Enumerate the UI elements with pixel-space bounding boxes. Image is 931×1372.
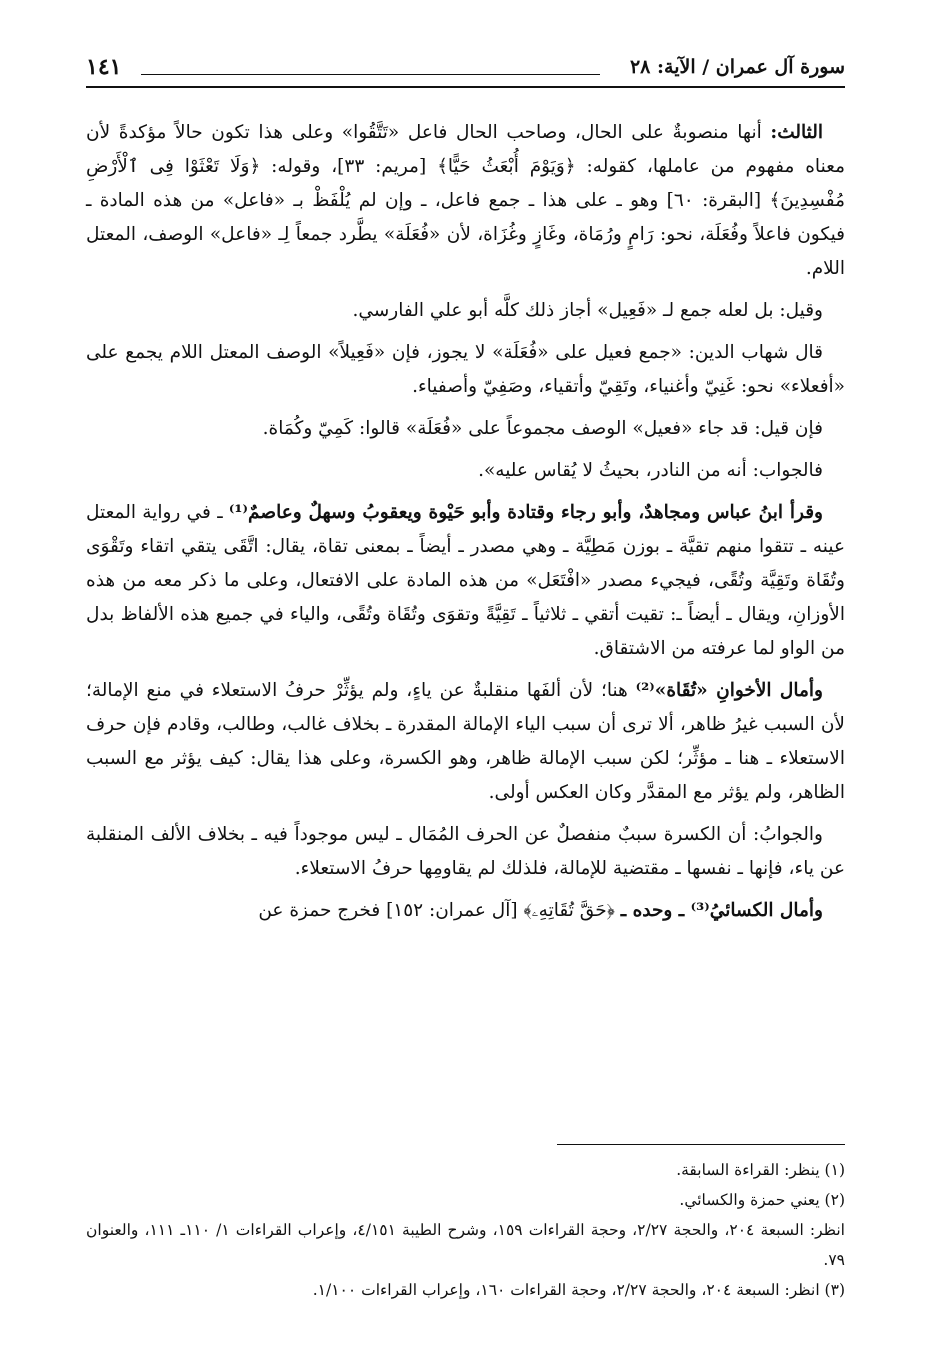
footnote-2-continued: انظر: السبعة ٢٠٤، والحجة ٢/٢٧، وحجة القراءات ١٥٩، وشرح الطيبة ٤/١٥١، وإعراب القراءات ١/ ١١٠ـ ١١١، والعنوان ٧٩. xyxy=(86,1221,845,1269)
paragraph-text: والجوابُ: أن الكسرة سببٌ منفصلٌ عن الحرف المُمَال ـ ليس موجوداً فيه ـ بخلاف الألف المنقلبة عن ياء، فإنها ـ نفسها ـ مقتضية للإمالة، فلذلك لم يقاومِها حرفُ الاستعلاء. xyxy=(86,824,845,879)
paragraph-text: وقيل: بل لعله جمع لـ «فَعِيل» أجاز ذلك كلَّه أبو علي الفارسي. xyxy=(352,300,823,321)
footnote-2: (٢) يعني حمزة والكسائي. xyxy=(679,1191,845,1209)
paragraph-shihab-quote xyxy=(86,336,845,404)
paragraph-lead: الثالث: xyxy=(770,122,823,143)
running-header xyxy=(86,46,845,86)
paragraph-lead: وأمال الكسائيُ⁽³⁾ ـ وحده ـ xyxy=(620,900,823,921)
paragraph-text: ﴿حَقَّ تُقَاتِهِۦ﴾ [آل عمران: ١٥٢] فخرج حمزة عن xyxy=(258,900,621,921)
footnote-3: (٣) انظر: السبعة ٢٠٤، والحجة ٢/٢٧، وحجة القراءات ١٦٠، وإعراب القراءات ١/١٠٠. xyxy=(312,1281,845,1299)
paragraph-text: أنها منصوبةٌ على الحال، وصاحب الحال فاعل «تَتَّقُوا» وعلى هذا تكون حالاً مؤكدةً لأن معناه مفهوم من عاملها، كقوله: ﴿وَيَوْمَ أُبْعَثُ حَيًّا﴾ [مريم: ٣٣]، وقوله: ﴿وَلَا تَعْثَوْا فِى ٱلْأَرْضِ مُفْسِدِينَ﴾ [البقرة: ٦٠] وهو ـ على هذا ـ جمع فاعل، ـ وإن لم يُلْفَظْ بـ «فاعل» من هذه المادة ـ فيكون فاعلاً وفُعَلَة، نحو: رَامٍ ورُمَاة، وغَازٍ وغُزَاة، لأن «فُعَلَة» يطَّرد جمعاً لِـ «فاعل» الوصف، المعتل اللام. xyxy=(86,122,845,279)
header-rule-short xyxy=(141,74,600,75)
paragraph-objection xyxy=(86,412,845,446)
paragraph-kisai xyxy=(86,894,845,928)
main-text xyxy=(86,116,845,936)
footnotes xyxy=(86,1155,845,1305)
header-rule xyxy=(86,86,845,88)
paragraph-imala-answer xyxy=(86,818,845,886)
paragraph-third-opinion xyxy=(86,116,845,286)
paragraph-text: ـ في رواية المعتل عينه ـ تتقوا منهم تقيَّة ـ بوزن مَطِيَّة ـ وهي مصدر ـ أيضاً ـ بمعنى تقاة، يقال: اتَّقَى يتقي اتقاء وتَقْوَى وتُقَاة وتَقِيَّة وتُقًى، فيجيء مصدر «افْتَعَل» من هذه المادة على الافتعال، وعلى ما ذكر معه من هذه الأوزانِ، ويقال ـ أيضاً ـ: تقيت أتقي ـ ثلاثياً ـ تَقِيَّةً وتقوَى وتُقَاة وتُقًى، والياء في جميع هذه الألفاظ بدل من الواو لما عرفته من الاشتقاق. xyxy=(86,502,845,659)
paragraph-text: قال شهاب الدين: «جمع فعيل على «فُعَلَة» لا يجوز، فإن «فَعِيلاً» الوصف المعتل اللام يجمع على «أفعلاء» نحو: غَنِيّ وأغنياء، وتَقِيّ وأتقياء، وصَفِيّ وأصفياء. xyxy=(86,342,845,397)
paragraph-lead: وأمال الأخوانِ «تُقَاة»⁽²⁾ xyxy=(635,680,823,701)
paragraph-readings xyxy=(86,496,845,666)
footnote-separator xyxy=(557,1144,845,1145)
paragraph-text: هنا؛ لأن ألفَها منقلبةٌ عن ياءٍ، ولم يؤثِّرْ حرفُ الاستعلاء في منع الإمالة؛ لأن السبب غيرُ ظاهر، ألا ترى أن سبب الياء الإمالة المقدرة ـ بخلاف غالب، وطالب، وقادم فإن حرف الاستعلاء ـ هنا ـ مؤثِّر؛ لكن سبب الإمالة ظاهر، وهو الكسرة، وعلى هذا يقال: كيف يؤثر مع السبب الظاهر، ولم يؤثر مع المقدَّر وكان العكس أولى. xyxy=(86,680,845,803)
surah-verse-title: سورة آل عمران / الآية: ٢٨ xyxy=(629,56,845,78)
paragraph-lead: وقرأ ابنُ عباس ومجاهدٌ، وأبو رجاء وقتادة وأبو حَيْوة ويعقوبُ وسهلٌ وعاصمٌ⁽¹⁾ xyxy=(228,502,823,523)
paragraph-text: فإن قيل: قد جاء «فعيل» الوصف مجموعاً على «فُعَلَة» قالوا: كَمِيّ وكُمَاة. xyxy=(262,418,823,439)
page-number: ١٤١ xyxy=(86,54,122,80)
footnote-1: (١) ينظر: القراءة السابقة. xyxy=(676,1161,845,1179)
paragraph-answer xyxy=(86,454,845,488)
paragraph-alternate-view xyxy=(86,294,845,328)
paragraph-text: فالجواب: أنه من النادر، بحيثُ لا يُقاس عليه». xyxy=(478,460,823,481)
paragraph-imala xyxy=(86,674,845,810)
